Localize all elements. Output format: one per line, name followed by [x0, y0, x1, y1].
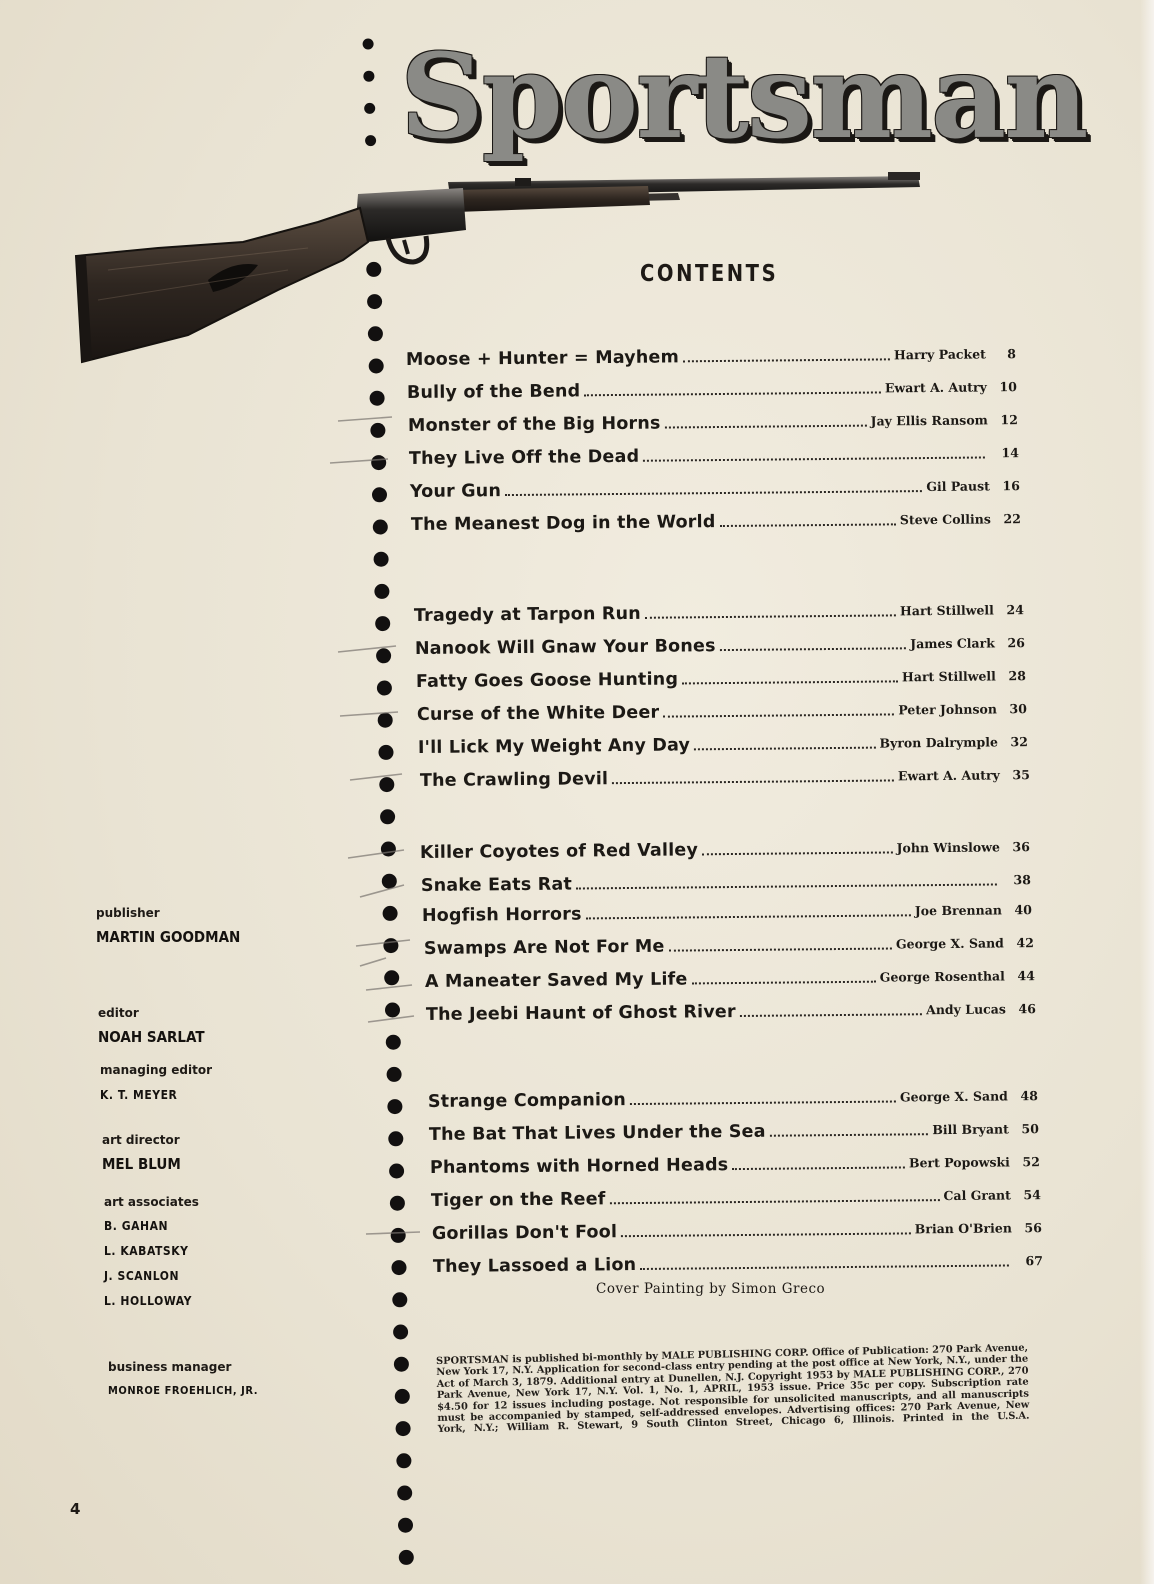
margin-dot	[392, 1260, 407, 1275]
cover-credit: Cover Painting by Simon Greco	[596, 1281, 826, 1297]
dot-leader	[586, 913, 911, 919]
toc-entry-title: Tragedy at Tarpon Run	[413, 603, 641, 626]
dot-leader	[584, 390, 881, 396]
toc-entry-title: Your Gun	[409, 481, 502, 502]
margin-dot	[374, 584, 389, 599]
margin-dot	[379, 745, 394, 760]
toc-entry-title: The Bat That Lives Under the Sea	[428, 1121, 766, 1145]
toc-entry-page: 32	[1010, 734, 1028, 750]
margin-dot	[370, 391, 385, 406]
toc-entry-page: 26	[1007, 635, 1025, 651]
toc-entry-author: Harry Packet	[893, 346, 986, 363]
toc-entry	[426, 989, 1036, 1025]
toc-entry-page: 35	[1012, 767, 1030, 783]
toc-entry-author: Byron Dalrymple	[879, 734, 998, 751]
toc-entry-page: 40	[1014, 902, 1032, 918]
dot-leader	[576, 882, 997, 889]
toc-entry	[414, 590, 1024, 626]
toc-entry-page: 10	[999, 379, 1017, 395]
toc-entry	[433, 1241, 1043, 1277]
toc-entry-author: Ewart A. Autry	[897, 767, 1000, 784]
publisher-label: publisher	[96, 906, 160, 920]
toc-entry-page: 8	[1007, 346, 1016, 362]
toc-entry-title: Gorillas Don't Fool	[431, 1222, 618, 1244]
dot-leader	[643, 455, 985, 461]
margin-dot	[384, 970, 399, 985]
dot-leader	[665, 424, 867, 429]
toc-entry-title: The Jeebi Haunt of Ghost River	[425, 1002, 736, 1025]
toc-entry-author: John Winslowe	[896, 839, 1000, 856]
toc-entry	[429, 1109, 1039, 1145]
art-associate-name: B. GAHAN	[104, 1219, 169, 1233]
margin-dot	[375, 616, 390, 631]
margin-dot	[374, 552, 389, 567]
margin-dot	[385, 1003, 400, 1018]
toc-entry-author: George X. Sand	[899, 1088, 1008, 1105]
toc-entry-author: Brian O'Brien	[914, 1220, 1012, 1237]
toc-entry-author: Jay Ellis Ransom	[870, 412, 988, 429]
toc-entry	[430, 1142, 1040, 1178]
toc-entry	[424, 923, 1034, 959]
toc-entry-author: Hart Stillwell	[901, 668, 996, 685]
dot-leader	[663, 712, 894, 717]
margin-dot	[363, 71, 374, 82]
toc-entry-title: They Live Off the Dead	[408, 446, 640, 469]
toc-entry	[432, 1208, 1042, 1244]
toc-entry-title: Hogfish Horrors	[421, 904, 582, 926]
business-manager-name: MONROE FROEHLICH, JR.	[108, 1384, 259, 1397]
toc-entry-page: 28	[1008, 668, 1026, 684]
art-director-label: art director	[102, 1133, 180, 1147]
toc-entry-author: Steve Collins	[899, 511, 991, 528]
toc-entry-page: 44	[1017, 968, 1035, 984]
editor-name: NOAH SARLAT	[98, 1028, 205, 1046]
toc-entry	[425, 956, 1035, 992]
toc-entry-author: Joe Brennan	[914, 902, 1002, 919]
toc-entry-page: 48	[1020, 1088, 1038, 1104]
dot-leader	[740, 1012, 922, 1017]
toc-entry-page: 46	[1018, 1001, 1036, 1017]
art-associates-label: art associates	[104, 1195, 199, 1209]
margin-dot	[378, 713, 393, 728]
margin-dot	[390, 1196, 405, 1211]
margin-dot	[393, 1325, 408, 1340]
contents-heading: CONTENTS	[640, 261, 779, 287]
margin-dot	[370, 423, 385, 438]
toc-entry-author: George Rosenthal	[879, 968, 1005, 985]
toc-entry-author: James Clark	[910, 635, 995, 652]
margin-dot	[392, 1292, 407, 1307]
toc-entry	[417, 689, 1027, 725]
toc-entry-author: Andy Lucas	[926, 1001, 1006, 1018]
toc-entry-page: 56	[1024, 1220, 1042, 1236]
toc-entry-title: The Crawling Devil	[419, 769, 609, 791]
margin-dot	[387, 1099, 402, 1114]
toc-entry-page: 50	[1021, 1121, 1039, 1137]
toc-entry-page: 36	[1012, 839, 1030, 855]
margin-dot	[399, 1550, 414, 1565]
toc-entry	[428, 1076, 1038, 1112]
toc-entry-title: Bully of the Bend	[406, 381, 581, 403]
toc-entry-title: Strange Companion	[427, 1090, 627, 1112]
dot-leader	[621, 1231, 911, 1237]
toc-entry	[420, 827, 1030, 863]
art-associate-name: L. HOLLOWAY	[104, 1294, 193, 1308]
toc-entry-title: The Meanest Dog in the World	[410, 512, 716, 535]
toc-entry-title: A Maneater Saved My Life	[424, 969, 688, 992]
toc-entry-page: 16	[1002, 478, 1020, 494]
margin-dot	[383, 906, 398, 921]
toc-entry-author: Bert Popowski	[908, 1154, 1010, 1171]
margin-dot	[395, 1389, 410, 1404]
toc-entry	[431, 1175, 1041, 1211]
managing-editor-name: K. T. MEYER	[100, 1088, 178, 1102]
dot-leader	[692, 980, 876, 985]
toc-entry-author: Gil Paust	[926, 478, 990, 495]
toc-entry-title: Swamps Are Not For Me	[423, 936, 665, 959]
toc-entry-title: Monster of the Big Horns	[407, 413, 661, 436]
editor-label: editor	[98, 1006, 139, 1020]
margin-dot	[388, 1131, 403, 1146]
publication-imprint: SPORTSMAN is published bi-monthly by MALE PUBLISHING CORP. Office of Publication: 270 Park Avenue, New York 17, N.Y. Application for second-class entry pending at the post office at New York, N.Y., under the Act of March 3, 1879. Additional entry at Dunellen, N.J. Copyright 1953 by MALE PUBLISHING CORP., 270 Park Avenue, New York 17, N.Y. Vol. 1, No. 1, APRIL, 1953 issue. Price 35c per copy. Subscription rate $4.50 for 12 issues including postage. Not responsible for unsolicited manuscripts, and all manuscripts must be accompanied by stamped, self-addressed envelopes. Advertising offices: 270 Park Avenue, New York, N.Y.; William R. Stewart, 9 South Clinton Street, Chicago 6, Illinois. Printed in the U.S.A.	[436, 1342, 1030, 1436]
art-associate-name: J. SCANLON	[104, 1269, 180, 1283]
toc-entry-title: They Lassoed a Lion	[432, 1255, 637, 1277]
margin-dot	[391, 1228, 406, 1243]
margin-dot	[386, 1035, 401, 1050]
dot-leader	[645, 613, 896, 618]
margin-dot	[379, 777, 394, 792]
dot-leader	[702, 850, 893, 855]
margin-dot	[398, 1518, 413, 1533]
toc-entry	[409, 433, 1019, 469]
toc-entry-title: I'll Lick My Weight Any Day	[417, 735, 691, 758]
toc-entry-author: Hart Stillwell	[899, 602, 994, 619]
toc-entry-page: 38	[1013, 872, 1031, 888]
margin-dot	[363, 39, 374, 50]
managing-editor-label: managing editor	[100, 1063, 212, 1077]
toc-entry-title: Fatty Goes Goose Hunting	[415, 669, 679, 692]
toc-entry-author: Peter Johnson	[898, 701, 997, 718]
toc-entry-page: 67	[1025, 1253, 1043, 1269]
toc-entry	[420, 755, 1030, 791]
dot-leader	[505, 489, 922, 496]
toc-entry-title: Snake Eats Rat	[420, 874, 573, 896]
page-number: 4	[70, 1500, 81, 1518]
margin-dot	[382, 874, 397, 889]
dot-leader	[610, 1198, 940, 1204]
margin-dot	[380, 809, 395, 824]
toc-entry	[416, 656, 1026, 692]
page-edge	[1140, 0, 1154, 1584]
toc-entry-page: 24	[1006, 602, 1024, 618]
toc-entry-title: Tiger on the Reef	[430, 1189, 606, 1211]
margin-dot	[394, 1357, 409, 1372]
toc-entry-page: 30	[1009, 701, 1027, 717]
margin-dot	[377, 681, 392, 696]
toc-entry-title: Curse of the White Deer	[416, 702, 660, 725]
toc-entry-author: George X. Sand	[895, 935, 1004, 952]
art-associate-name: L. KABATSKY	[104, 1244, 189, 1258]
margin-dot	[371, 455, 386, 470]
toc-entry	[422, 890, 1032, 926]
toc-entry-page: 54	[1023, 1187, 1041, 1203]
toc-entry-page: 42	[1016, 935, 1034, 951]
margin-dot	[383, 938, 398, 953]
margin-dot	[387, 1067, 402, 1082]
dot-leader	[720, 646, 907, 651]
masthead-title: Sportsman	[400, 29, 1087, 165]
toc-entry	[406, 334, 1016, 370]
margin-dot	[389, 1164, 404, 1179]
toc-entry	[407, 367, 1017, 403]
toc-entry-page: 22	[1003, 511, 1021, 527]
dot-leader	[694, 746, 875, 751]
margin-dot	[364, 103, 375, 114]
dot-leader	[682, 679, 898, 684]
dot-leader	[640, 1263, 1009, 1270]
toc-entry-title: Moose + Hunter = Mayhem	[405, 347, 680, 370]
margin-dot	[373, 520, 388, 535]
toc-entry	[415, 623, 1025, 659]
dot-leader	[770, 1132, 929, 1137]
art-director-name: MEL BLUM	[102, 1155, 181, 1173]
toc-entry-author: Ewart A. Autry	[884, 379, 987, 396]
toc-entry-author: Bill Bryant	[932, 1121, 1009, 1138]
dot-leader	[732, 1165, 905, 1170]
margin-dot	[365, 135, 376, 146]
margin-dot	[397, 1486, 412, 1501]
dot-leader	[612, 778, 894, 784]
toc-entry	[410, 466, 1020, 502]
dot-leader	[630, 1100, 896, 1106]
toc-entry-page: 52	[1022, 1154, 1040, 1170]
publisher-name: MARTIN GOODMAN	[96, 928, 241, 946]
toc-entry-author: Cal Grant	[943, 1187, 1011, 1204]
margin-dot	[396, 1421, 411, 1436]
dot-leader	[669, 947, 892, 952]
toc-entry-title: Phantoms with Horned Heads	[429, 1155, 729, 1178]
toc-entry-title: Nanook Will Gnaw Your Bones	[414, 636, 716, 659]
toc-entry	[408, 400, 1018, 436]
toc-entry	[418, 722, 1028, 758]
margin-dot	[396, 1453, 411, 1468]
toc-entry-page: 12	[1000, 412, 1018, 428]
toc-entry	[411, 499, 1021, 535]
margin-dot	[376, 648, 391, 663]
dot-leader	[683, 357, 890, 362]
dot-leader	[720, 522, 896, 527]
toc-entry-title: Killer Coyotes of Red Valley	[419, 840, 699, 863]
toc-entry-page: 14	[1001, 445, 1019, 461]
business-manager-label: business manager	[108, 1360, 232, 1374]
margin-dot	[381, 842, 396, 857]
margin-dot	[372, 487, 387, 502]
